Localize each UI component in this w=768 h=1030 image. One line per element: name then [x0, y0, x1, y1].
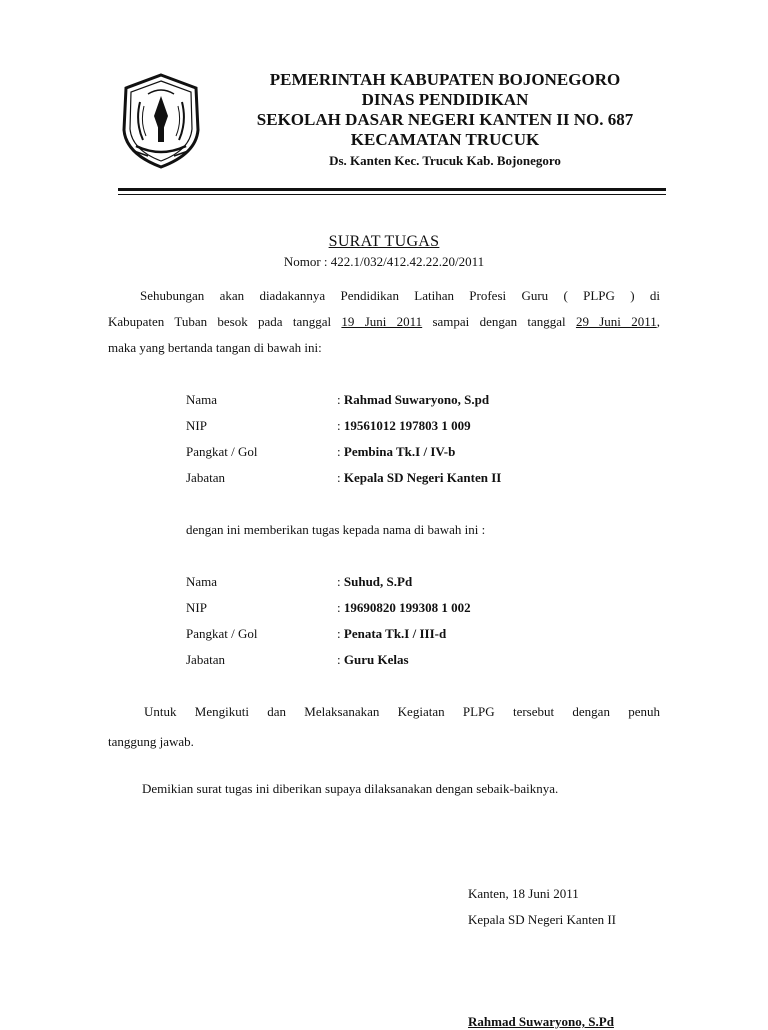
opening-line-2: Kabupaten Tuban besok pada tanggal 19 Juni 2011 sampai dengan tanggal 29 Juni 2011, — [108, 314, 660, 329]
assignee-nip-label: NIP — [186, 600, 207, 615]
signature-name: Rahmad Suwaryono, S.Pd — [468, 1014, 614, 1029]
assignee-rank-label: Pangkat / Gol — [186, 626, 258, 641]
purpose-paragraph — [108, 699, 660, 755]
assignee-nip: : 19690820 199308 1 002 — [337, 600, 471, 615]
assignee-name: : Suhud, S.Pd — [337, 574, 413, 589]
signer-position: : Kepala SD Negeri Kanten II — [337, 470, 502, 485]
closing-statement: Demikian surat tugas ini diberikan supaya dilaksanakan dengan sebaik-baiknya. — [142, 781, 559, 796]
letterhead-divider-thin — [118, 194, 666, 195]
letterhead-divider-thick — [118, 188, 666, 191]
end-date: 29 Juni 2011 — [575, 314, 657, 329]
purpose-line-1: Untuk Mengikuti dan Melaksanakan Kegiatan PLPG tersebut dengan penuh — [144, 704, 660, 719]
signer-name-label: Nama — [186, 392, 218, 407]
signature-position: Kepala SD Negeri Kanten II — [468, 912, 616, 927]
opening-line-1: Sehubungan akan diadakannya Pendidikan Latihan Profesi Guru ( PLPG ) di — [140, 288, 660, 303]
letterhead-address: Ds. Kanten Kec. Trucuk Kab. Bojonegoro — [329, 153, 561, 168]
opening-paragraph — [108, 283, 660, 361]
signer-nip-label: NIP — [186, 418, 207, 433]
bojonegoro-emblem-icon — [118, 72, 204, 170]
signer-nip: : 19561012 197803 1 009 — [337, 418, 471, 433]
letterhead-district: KECAMATAN TRUCUK — [350, 130, 540, 149]
signature-place-date: Kanten, 18 Juni 2011 — [468, 886, 579, 901]
assignment-statement: dengan ini memberikan tugas kepada nama di bawah ini : — [186, 522, 486, 537]
purpose-line-2: tanggung jawab. — [108, 734, 194, 749]
assignee-position: : Guru Kelas — [337, 652, 409, 667]
document-title: SURAT TUGAS — [328, 233, 440, 250]
assignee-rank: : Penata Tk.I / III-d — [337, 626, 447, 641]
letterhead-department: DINAS PENDIDIKAN — [361, 90, 529, 109]
assignee-name-label: Nama — [186, 574, 218, 589]
start-date: 19 Juni 2011 — [341, 314, 423, 329]
signer-rank-label: Pangkat / Gol — [186, 444, 258, 459]
opening-line-3: maka yang bertanda tangan di bawah ini: — [108, 340, 322, 355]
document-number: Nomor : 422.1/032/412.42.22.20/2011 — [283, 254, 485, 269]
letterhead — [215, 70, 675, 169]
letterhead-government: PEMERINTAH KABUPATEN BOJONEGORO — [269, 70, 621, 89]
assignee-position-label: Jabatan — [186, 652, 225, 667]
signer-name: : Rahmad Suwaryono, S.pd — [337, 392, 490, 407]
signer-rank: : Pembina Tk.I / IV-b — [337, 444, 456, 459]
signer-position-label: Jabatan — [186, 470, 225, 485]
letterhead-school: SEKOLAH DASAR NEGERI KANTEN II NO. 687 — [256, 110, 634, 129]
